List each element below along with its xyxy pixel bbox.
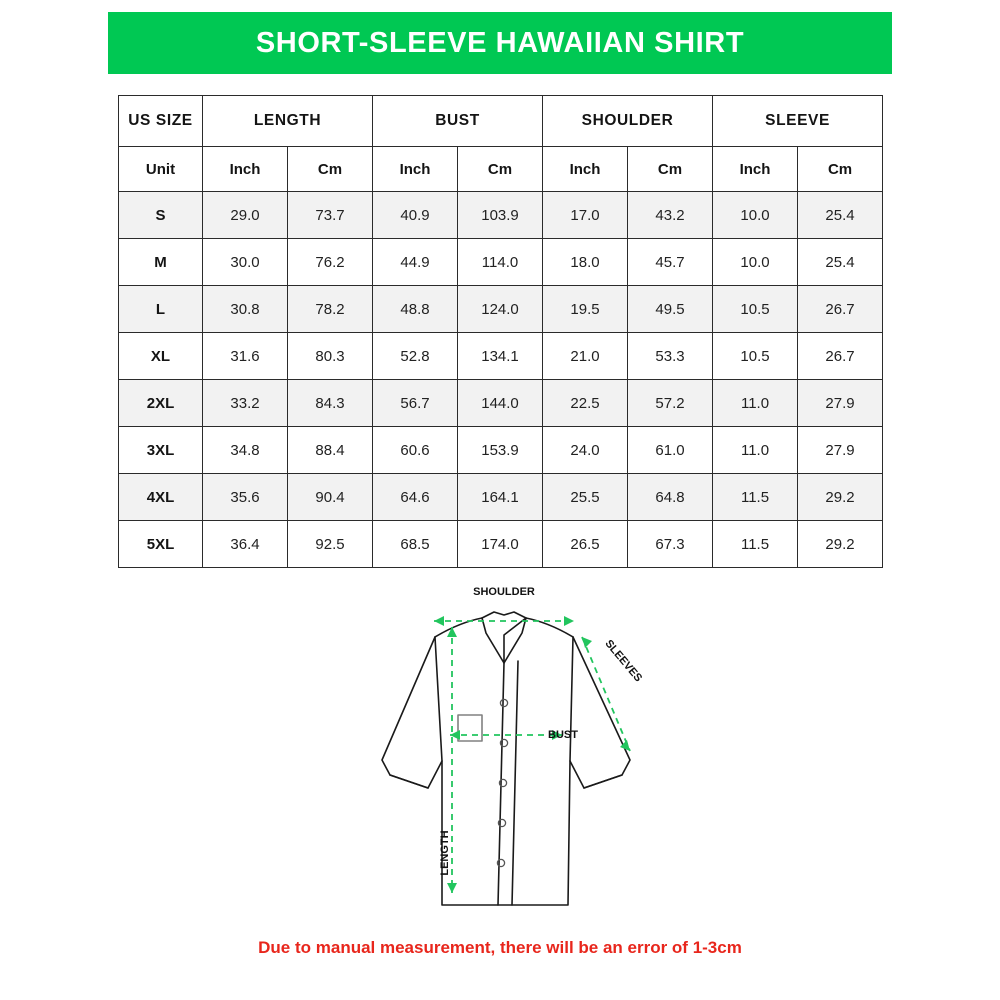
table-row [119,239,883,286]
table-unit-row [119,147,883,192]
row-shoulder-cm: 61.0 [628,427,713,474]
row-sleeve-cm: 29.2 [798,474,883,521]
diagram-label-shoulder: SHOULDER [473,586,535,598]
row-sleeve-inch: 11.5 [713,474,798,521]
row-shoulder-inch: 24.0 [543,427,628,474]
row-sleeve-cm: 29.2 [798,521,883,568]
row-shoulder-inch: 17.0 [543,192,628,239]
row-shoulder-inch: 25.5 [543,474,628,521]
row-bust-inch: 56.7 [373,380,458,427]
row-shoulder-inch: 22.5 [543,380,628,427]
row-size: L [119,286,203,333]
row-shoulder-inch: 26.5 [543,521,628,568]
row-bust-inch: 60.6 [373,427,458,474]
row-length-inch: 31.6 [203,333,288,380]
unit-sleeve-inch: Inch [713,147,798,192]
row-length-cm: 73.7 [288,192,373,239]
row-shoulder-cm: 67.3 [628,521,713,568]
row-shoulder-inch: 18.0 [543,239,628,286]
row-bust-inch: 44.9 [373,239,458,286]
row-sleeve-inch: 10.0 [713,239,798,286]
row-bust-cm: 114.0 [458,239,543,286]
row-length-cm: 88.4 [288,427,373,474]
row-shoulder-cm: 64.8 [628,474,713,521]
page-title: SHORT-SLEEVE HAWAIIAN SHIRT [255,26,745,59]
row-shoulder-cm: 53.3 [628,333,713,380]
row-shoulder-cm: 57.2 [628,380,713,427]
column-header-us-size: US SIZE [119,96,203,147]
row-bust-cm: 103.9 [458,192,543,239]
row-bust-cm: 164.1 [458,474,543,521]
table-row [119,286,883,333]
table-row [119,474,883,521]
row-sleeve-inch: 10.0 [713,192,798,239]
row-shoulder-inch: 19.5 [543,286,628,333]
row-bust-inch: 64.6 [373,474,458,521]
row-length-cm: 76.2 [288,239,373,286]
row-length-cm: 92.5 [288,521,373,568]
row-length-cm: 84.3 [288,380,373,427]
row-sleeve-cm: 25.4 [798,239,883,286]
row-bust-cm: 134.1 [458,333,543,380]
column-header-shoulder: SHOULDER [543,96,713,147]
row-bust-inch: 52.8 [373,333,458,380]
table-header-row [119,96,883,147]
row-bust-cm: 124.0 [458,286,543,333]
column-header-bust: BUST [373,96,543,147]
table-row [119,380,883,427]
row-sleeve-cm: 27.9 [798,427,883,474]
row-bust-inch: 40.9 [373,192,458,239]
header-banner [108,12,892,74]
row-sleeve-cm: 25.4 [798,192,883,239]
row-length-cm: 80.3 [288,333,373,380]
row-length-inch: 34.8 [203,427,288,474]
diagram-label-sleeves: SLEEVES [602,637,645,685]
column-header-length: LENGTH [203,96,373,147]
unit-label: Unit [119,147,203,192]
table-row [119,192,883,239]
row-bust-cm: 144.0 [458,380,543,427]
row-size: S [119,192,203,239]
row-length-inch: 36.4 [203,521,288,568]
row-size: 5XL [119,521,203,568]
unit-shoulder-inch: Inch [543,147,628,192]
row-bust-cm: 153.9 [458,427,543,474]
row-shoulder-cm: 43.2 [628,192,713,239]
row-length-inch: 30.8 [203,286,288,333]
row-size: 2XL [119,380,203,427]
size-chart-table [118,95,883,568]
row-length-inch: 30.0 [203,239,288,286]
row-sleeve-cm: 27.9 [798,380,883,427]
row-bust-cm: 174.0 [458,521,543,568]
unit-shoulder-cm: Cm [628,147,713,192]
row-length-cm: 78.2 [288,286,373,333]
row-sleeve-inch: 10.5 [713,286,798,333]
row-sleeve-inch: 11.0 [713,427,798,474]
row-sleeve-inch: 11.5 [713,521,798,568]
diagram-label-length: LENGTH [439,830,451,876]
diagram-label-bust: BUST [548,729,578,741]
unit-bust-inch: Inch [373,147,458,192]
row-length-inch: 29.0 [203,192,288,239]
row-length-cm: 90.4 [288,474,373,521]
shirt-measurement-diagram [330,575,730,920]
row-size: 3XL [119,427,203,474]
row-bust-inch: 48.8 [373,286,458,333]
unit-length-cm: Cm [288,147,373,192]
table-row [119,521,883,568]
unit-sleeve-cm: Cm [798,147,883,192]
table-row [119,427,883,474]
measurement-note: Due to manual measurement, there will be an error of 1-3cm [258,938,742,957]
column-header-sleeve: SLEEVE [713,96,883,147]
size-chart-table-wrapper [118,95,882,568]
row-shoulder-cm: 49.5 [628,286,713,333]
row-sleeve-inch: 11.0 [713,380,798,427]
row-length-inch: 35.6 [203,474,288,521]
row-length-inch: 33.2 [203,380,288,427]
row-sleeve-cm: 26.7 [798,333,883,380]
row-bust-inch: 68.5 [373,521,458,568]
row-shoulder-inch: 21.0 [543,333,628,380]
unit-length-inch: Inch [203,147,288,192]
row-sleeve-cm: 26.7 [798,286,883,333]
row-size: 4XL [119,474,203,521]
row-size: XL [119,333,203,380]
row-shoulder-cm: 45.7 [628,239,713,286]
table-row [119,333,883,380]
row-size: M [119,239,203,286]
unit-bust-cm: Cm [458,147,543,192]
row-sleeve-inch: 10.5 [713,333,798,380]
